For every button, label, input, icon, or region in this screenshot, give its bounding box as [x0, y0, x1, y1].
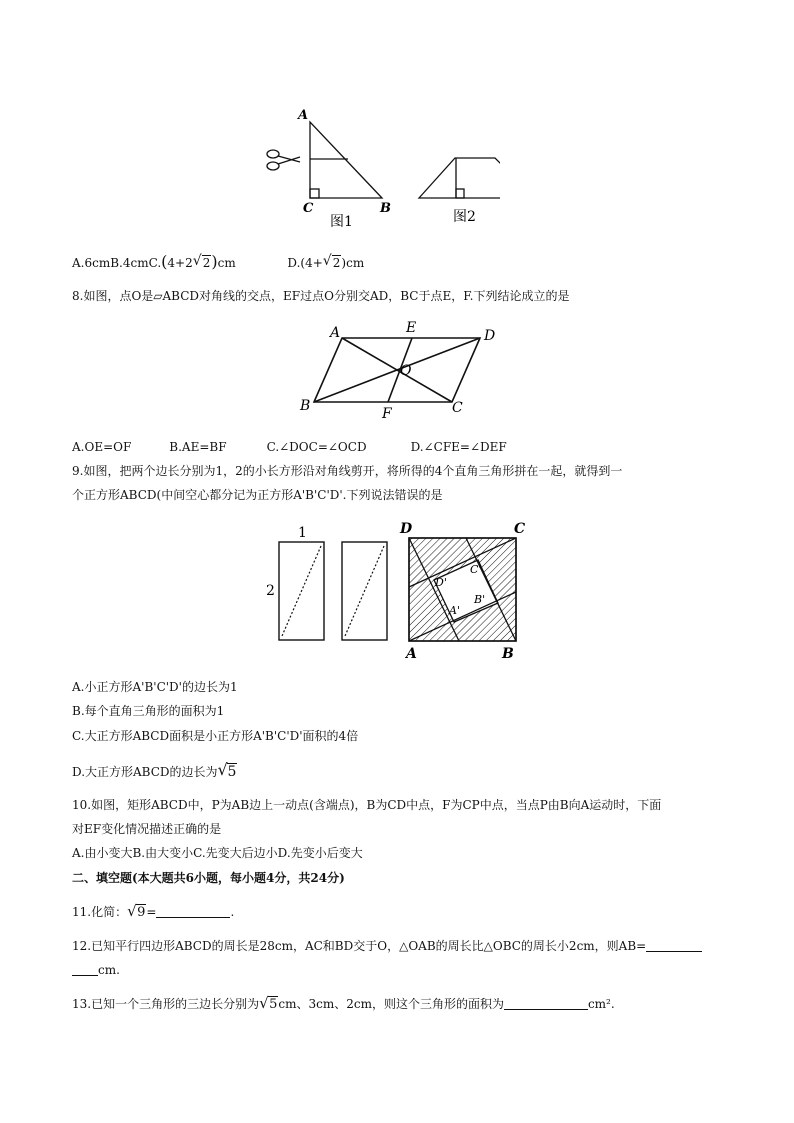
q9-option-c: C.大正方形ABCD面积是小正方形A'B'C'D'面积的4倍	[72, 729, 359, 743]
q9-label-D2: D'	[435, 576, 447, 589]
q9-option-b: B.每个直角三角形的面积为1	[72, 704, 225, 718]
q10-question-line1: 10.如图，矩形ABCD中，P为AB边上一动点(含端点)，B为CD中点，F为CP中点，当点P由B向A运动时，下面	[72, 798, 662, 812]
q9-label-2: 2	[266, 583, 275, 599]
fig1-caption: 图1	[330, 214, 353, 230]
q12-question-line2: cm.	[72, 962, 120, 978]
q8-label-F: F	[382, 406, 392, 420]
fig1-label-C: C	[303, 201, 314, 216]
q11-answer-blank[interactable]	[156, 905, 230, 918]
q10-options: A.由小变大B.由大变小C.先变大后边小D.先变小后变大	[72, 846, 363, 860]
q9-label-B: B	[502, 646, 514, 662]
q12-answer-blank[interactable]	[646, 939, 702, 952]
q8-label-E: E	[406, 320, 417, 336]
q9-option-a: A.小正方形A'B'C'D'的边长为1	[72, 680, 238, 694]
q8-label-O: O	[400, 363, 412, 379]
q9-label-B2: B'	[474, 593, 486, 606]
fig1-label-A: A	[298, 108, 309, 123]
q8-label-A: A	[330, 325, 341, 341]
q9-label-C: C	[514, 521, 526, 537]
q8-label-B: B	[300, 398, 311, 414]
q9-question-line1: 9.如图，把两个边长分别为1，2的小长方形沿对角线剪开，将所得的4个直角三角形拼在一起，就得到一	[72, 464, 623, 478]
figure-1-2	[260, 100, 500, 235]
q8-parallelogram-figure	[296, 318, 506, 420]
q9-question-line2: 个正方形ABCD(中间空心都分记为正方形A'B'C'D'.下列说法错误的是	[72, 488, 443, 502]
q7-options: A.6cmB.4cmC.(4+2 √ 2)cm D.(4+ √ 2)cm	[72, 252, 365, 271]
q8-options: A.OE=OF B.AE=BF C.∠DOC=∠OCD D.∠CFE=∠DEF	[72, 440, 507, 454]
q12-answer-blank-cont[interactable]	[72, 963, 98, 976]
fig1-label-B: B	[380, 201, 391, 216]
q9-label-A2: A'	[449, 604, 460, 617]
q9-label-A: A	[406, 646, 417, 662]
fig2-trapezoid	[419, 158, 500, 198]
q8-label-D: D	[484, 328, 496, 344]
q9-label-C2: C'	[470, 563, 482, 576]
q13-answer-blank[interactable]	[504, 997, 588, 1010]
q11-question: 11.化简： √ 9= .	[72, 902, 235, 920]
q8-label-C: C	[452, 400, 463, 416]
q10-question-line2: 对EF变化情况描述正确的是	[72, 822, 222, 836]
section-2-heading: 二、填空题(本大题共6小题，每小题4分，共24分)	[72, 871, 345, 885]
q8-question: 8.如图，点O是▱ABCD对角线的交点，EF过点O分别交AD，BC于点E，F.下列结论成立的是	[72, 289, 570, 303]
fig2-caption: 图2	[453, 209, 476, 225]
q9-figure	[262, 518, 532, 664]
fig1-triangle	[310, 122, 382, 198]
q12-question-line1: 12.已知平行四边形ABCD的周长是28cm，AC和BD交于O，△OAB的周长比△OBC的周长小2cm，则AB=	[72, 938, 702, 954]
q9-label-D: D	[400, 521, 413, 537]
q13-question: 13.已知一个三角形的三边长分别为 √ 5cm、3cm、2cm，则这个三角形的面积为 cm².	[72, 994, 615, 1012]
q9-option-d: D.大正方形ABCD的边长为 √ 5	[72, 760, 237, 780]
q9-label-1: 1	[298, 525, 307, 541]
